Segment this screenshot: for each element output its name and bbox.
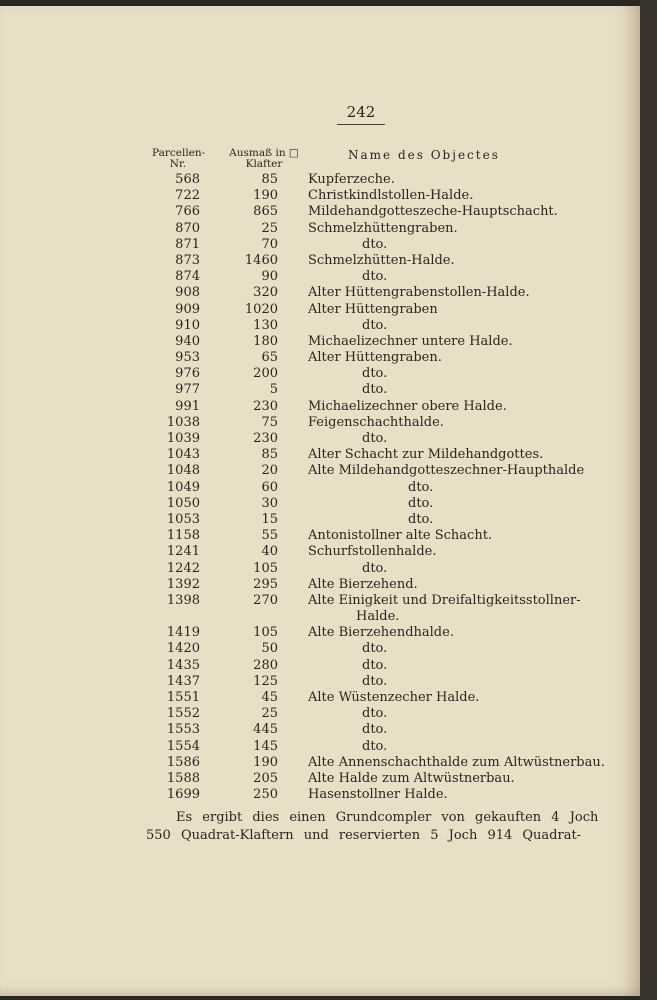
object-name: Halde.: [356, 609, 400, 625]
parcel-number: 1039: [166, 431, 200, 446]
table-row: [0, 366, 640, 382]
parcel-size: 1460: [244, 252, 278, 268]
object-name: dto.: [408, 479, 434, 495]
parcel-number: 1554: [166, 738, 200, 754]
header-object-name: Name des Objectes: [348, 148, 500, 162]
table-row: [0, 706, 640, 722]
object-name: dto.: [362, 657, 388, 673]
parcel-size: 250: [253, 787, 278, 803]
paragraph-line-2: 550 Quadrat-Klaftern und reservierten 5 Joch 914 Quadrat-: [146, 828, 582, 843]
parcel-number: 991: [175, 398, 200, 414]
table-row: [0, 722, 640, 738]
parcel-size: 70: [261, 236, 278, 252]
parcel-size: 145: [253, 738, 278, 754]
parcel-number: 1437: [166, 673, 200, 689]
object-name: dto.: [362, 366, 388, 382]
table-row: [0, 771, 640, 787]
parcel-size: 180: [253, 333, 278, 349]
table-row: [0, 350, 640, 366]
table-row: [0, 253, 640, 269]
table-row: [0, 415, 640, 431]
object-name: Kupferzeche.: [308, 172, 395, 187]
table-row: [0, 188, 640, 204]
object-name: Alter Hüttengrabenstollen-Halde.: [308, 285, 530, 301]
object-name: Alte Bierzehend.: [308, 576, 418, 592]
parcel-size: 200: [253, 366, 278, 382]
parcel-size: 50: [261, 641, 278, 657]
parcel-size: 20: [261, 463, 278, 479]
table-row: [0, 755, 640, 771]
parcel-size: 30: [261, 495, 278, 511]
parcel-number: 873: [175, 252, 200, 268]
table-row: [0, 674, 640, 690]
parcel-size: 230: [253, 398, 278, 414]
parcel-number: 1398: [166, 592, 200, 608]
object-name: Alte Einigkeit und Dreifaltigkeitsstollner-: [308, 592, 581, 608]
parcel-number: 1392: [166, 576, 200, 592]
table-row: [0, 528, 640, 544]
parcel-number: 1158: [166, 528, 200, 544]
parcel-size: 75: [261, 414, 278, 430]
object-name: Antonistollner alte Schacht.: [308, 528, 493, 544]
parcel-number: 874: [175, 269, 200, 285]
header-parcel-nr: Parcellen-Nr.: [152, 147, 206, 170]
parcel-size: 45: [261, 690, 278, 705]
parcel-number: 1553: [166, 722, 200, 738]
parcel-number: 1043: [166, 447, 200, 463]
parcel-number: 908: [175, 285, 200, 301]
object-name: dto.: [408, 495, 434, 511]
table-row: [0, 302, 640, 318]
object-name: Schmelzhütten-Halde.: [308, 252, 455, 268]
table-row: [0, 690, 640, 706]
parcel-size: 205: [253, 770, 278, 786]
parcel-number: 871: [175, 236, 200, 252]
parcel-number: 568: [175, 172, 200, 187]
parcel-number: 1586: [166, 754, 200, 770]
object-name: Alte Annenschachthalde zum Altwüstnerbau.: [308, 754, 605, 770]
parcel-number: 1435: [166, 657, 200, 673]
parcel-number: 953: [175, 350, 200, 366]
object-name: dto.: [362, 673, 388, 689]
table-row: [0, 399, 640, 415]
table-row: [0, 318, 640, 334]
table-row: [0, 269, 640, 285]
parcel-size: 190: [253, 754, 278, 770]
parcel-size: 5: [269, 382, 278, 398]
table-row: [0, 577, 640, 593]
parcel-size: 230: [253, 431, 278, 446]
parcel-number: 977: [175, 382, 200, 398]
table-row: [0, 658, 640, 674]
object-name: Alter Hüttengraben.: [308, 350, 442, 366]
parcel-number: 1242: [166, 560, 200, 576]
parcel-number: 940: [175, 333, 200, 349]
table-row: [0, 561, 640, 577]
table-row: [0, 431, 640, 447]
object-name: dto.: [362, 738, 388, 754]
table-row: [0, 544, 640, 560]
object-name: dto.: [362, 269, 388, 285]
parcel-size: 270: [253, 592, 278, 608]
table-row: [0, 625, 640, 641]
table-row: [0, 382, 640, 398]
object-name: dto.: [362, 236, 388, 252]
table-row: [0, 447, 640, 463]
table-row: [0, 787, 640, 803]
object-name: Mildehandgotteszeche-Hauptschacht.: [308, 204, 558, 220]
parcel-size: 445: [253, 722, 278, 738]
table-row: [0, 480, 640, 496]
object-name: Alte Mildehandgotteszechner-Haupthalde: [308, 463, 585, 479]
object-name: Michaelizechner untere Halde.: [308, 333, 513, 349]
object-name: Alter Schacht zur Mildehandgottes.: [308, 447, 544, 463]
parcel-number: 1588: [166, 770, 200, 786]
parcel-number: 1049: [166, 479, 200, 495]
object-name: dto.: [362, 560, 388, 576]
table-row: [0, 593, 640, 609]
table-row: [0, 172, 640, 188]
object-name: dto.: [362, 706, 388, 722]
page-number-rule: [337, 124, 385, 125]
object-name: dto.: [362, 722, 388, 738]
parcel-number: 1053: [166, 511, 200, 527]
parcel-size: 65: [261, 350, 278, 366]
object-name: dto.: [362, 382, 388, 398]
parcel-number: 1419: [166, 625, 200, 641]
parcel-number: 1552: [166, 706, 200, 722]
object-name: dto.: [362, 641, 388, 657]
parcel-number: 1048: [166, 463, 200, 479]
table-row: [0, 496, 640, 512]
object-name: Alter Hüttengraben: [308, 301, 438, 317]
parcel-size: 40: [261, 544, 278, 560]
parcel-size: 90: [261, 269, 278, 285]
table-row: [0, 641, 640, 657]
parcel-size: 25: [261, 706, 278, 722]
table-row: [0, 463, 640, 479]
parcel-size: 25: [261, 220, 278, 236]
object-name: Michaelizechner obere Halde.: [308, 398, 507, 414]
parcel-number: 1420: [166, 641, 200, 657]
parcel-number: 722: [175, 188, 200, 204]
parcel-number: 976: [175, 366, 200, 382]
parcel-number: 870: [175, 220, 200, 236]
table-row: [0, 334, 640, 350]
parcel-number: 1241: [166, 544, 200, 560]
object-name: dto.: [408, 511, 434, 527]
parcel-size: 85: [261, 172, 278, 187]
object-name: Feigenschachthalde.: [308, 414, 444, 430]
table-row: [0, 237, 640, 253]
parcel-number: 910: [175, 317, 200, 333]
parcel-number: 909: [175, 301, 200, 317]
table-row: [0, 285, 640, 301]
parcel-size: 280: [253, 657, 278, 673]
parcel-size: 55: [261, 528, 278, 544]
parcel-size: 320: [253, 285, 278, 301]
parcel-number: 1699: [166, 787, 200, 803]
parcel-size: 60: [261, 479, 278, 495]
parcel-size: 85: [261, 447, 278, 463]
parcel-table: [0, 172, 640, 803]
header-size: Ausmaß in □ Klafter: [229, 147, 299, 170]
parcel-number: 766: [175, 204, 200, 220]
parcel-size: 1020: [244, 301, 278, 317]
table-row: [0, 512, 640, 528]
table-row: [0, 204, 640, 220]
table-row: [0, 739, 640, 755]
page-number: 242: [346, 103, 376, 121]
parcel-size: 130: [253, 317, 278, 333]
object-name: Schurfstollenhalde.: [308, 544, 437, 560]
object-name: Christkindlstollen-Halde.: [308, 188, 474, 204]
parcel-size: 295: [253, 576, 278, 592]
paragraph-line-1: Es ergibt dies einen Grundcompler von gekauften 4 Joch: [176, 810, 599, 825]
parcel-size: 105: [253, 560, 278, 576]
object-name: Alte Halde zum Altwüstnerbau.: [308, 770, 515, 786]
parcel-size: 125: [253, 673, 278, 689]
parcel-number: 1038: [166, 414, 200, 430]
object-name: Alte Bierzehendhalde.: [308, 625, 454, 641]
parcel-size: 15: [261, 511, 278, 527]
object-name: dto.: [362, 317, 388, 333]
parcel-size: 105: [253, 625, 278, 641]
object-name: Hasenstollner Halde.: [308, 787, 448, 803]
object-name: dto.: [362, 431, 388, 446]
parcel-size: 190: [253, 188, 278, 204]
object-name: Schmelzhüttengraben.: [308, 220, 458, 236]
parcel-number: 1050: [166, 495, 200, 511]
parcel-number: 1551: [166, 690, 200, 705]
table-row: [0, 609, 640, 625]
parcel-size: 865: [253, 204, 278, 220]
object-name: Alte Wüstenzecher Halde.: [308, 690, 480, 705]
table-row: [0, 221, 640, 237]
